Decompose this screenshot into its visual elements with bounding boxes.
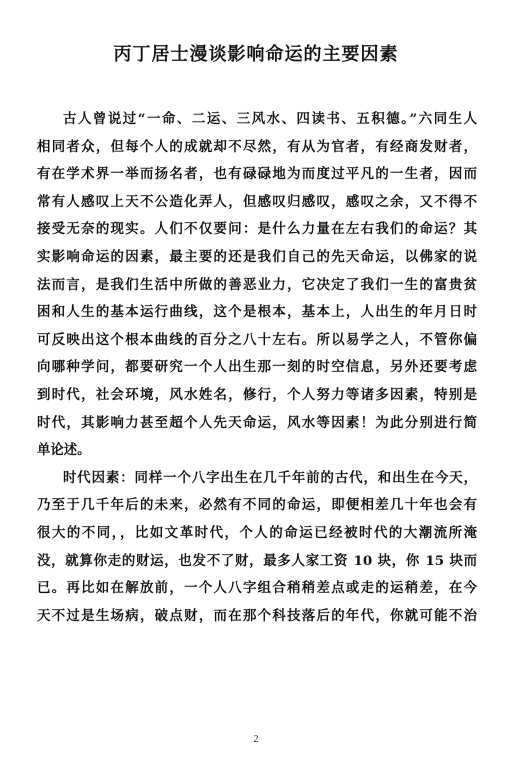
paragraph-2-line: 很大的不同，，比如文革时代，个人的命运已经被时代的大潮流所淹: [37, 524, 477, 541]
paragraph-1-line: 向哪种学问，都要研究一个人出生那一刻的时空信息，另外还要考虑: [37, 359, 477, 376]
paragraph-1-line: 实影响命运的因素，最主要的还是我们自己的先天命运，以佛家的说: [37, 248, 477, 265]
document-body: [37, 106, 477, 630]
paragraph-1-line: 常有人感叹上天不公造化弄人，但感叹归感叹，感叹之余，又不得不: [37, 193, 477, 210]
paragraph-1-line: 单论述。: [37, 442, 91, 459]
document-title: 丙丁居士漫谈影响命运的主要因素: [113, 44, 399, 65]
paragraph-1-line: 困和人生的基本运行曲线，这个是根本，基本上，人出生的年月日时: [37, 304, 477, 321]
paragraph-1-line: 有在学术界一举而扬名者，也有碌碌地为而度过平凡的一生者，因而: [37, 166, 477, 183]
paragraph-2-line: 乃至于几千年后的未来，必然有不同的命运，即便相差几十年也会有: [37, 497, 477, 514]
paragraph-2-line: 天不过是生场病，破点财，而在那个科技落后的年代，你就可能不治: [37, 607, 477, 624]
paragraph-2-line: 时代因素：同样一个八字出生在几千年前的古代，和出生在今天，: [63, 469, 477, 486]
paragraph-2-line: 已。再比如在解放前，一个人八字组合稍稍差点或走的运稍差，在今: [37, 580, 477, 597]
paragraph-1-line: 到时代，社会环境，风水姓名，修行，个人努力等诸多因素，特别是: [37, 386, 477, 403]
paragraph-1-line: 相同者众，但每个人的成就却不尽然，有从为官者，有经商发财者，: [37, 138, 477, 155]
page-number: 2: [253, 734, 259, 745]
paragraph-1-line: 法而言，是我们生活中所做的善恶业力，它决定了我们一生的富贵贫: [37, 276, 477, 293]
paragraph-1-line: 可反映出这个根本曲线的百分之八十左右。所以易学之人，不管你偏: [37, 331, 477, 348]
paragraph-1-line: 接受无奈的现实。人们不仅要问：是什么力量在左右我们的命运？其: [37, 221, 477, 238]
paragraph-1-line: 古人曾说过“一命、二运、三风水、四读书、五积德。”六同生人: [63, 111, 477, 127]
paragraph-2-line: 没，就算你走的财运，也发不了财，最多人家工资 10 块，你 15 块而: [37, 552, 477, 569]
paragraph-1-line: 时代，其影响力甚至超个人先天命运，风水等因素！为此分别进行简: [37, 414, 477, 431]
